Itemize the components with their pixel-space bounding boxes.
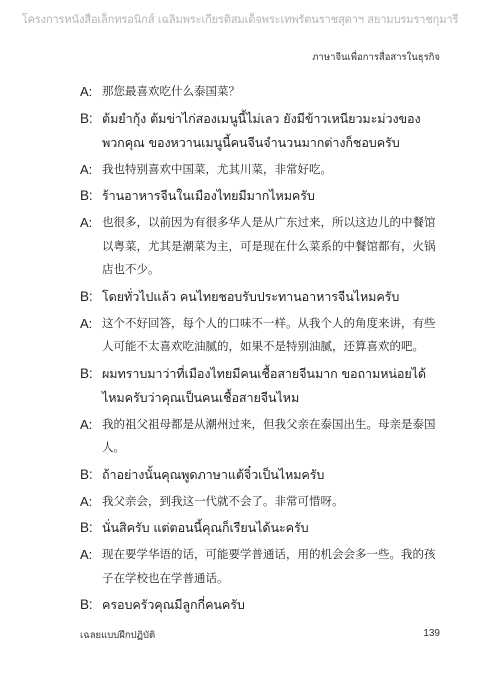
dialogue-line [80,593,438,617]
speaker-label: B: [80,110,93,126]
dialogue-line [80,362,438,410]
dialogue-line [80,490,438,514]
dialogue-text: 也很多，以前因为有很多华人是从广东过来，所以这边儿的中餐馆以粤菜，尤其是潮菜为主，可是现在什么菜系的中餐馆都有，火锅店也不少。 [102,215,436,276]
dialogue-text: 现在要学华语的话，可能要学普通话，用的机会会多一些。我的孩子在学校也在学普通话。 [102,547,436,585]
dialogue-text: ร้านอาหารจีนในเมืองไทยมีมากไหมครับ [102,188,315,203]
dialogue-text: ถ้าอย่างนั้นคุณพูดภาษาแต้จิ๋วเป็นไหมครับ [102,466,325,482]
section-title: ภาษาจีนเพื่อการสื่อสารในธุรกิจ [312,52,440,63]
page-number: 139 [423,628,440,639]
dialogue-line [80,413,438,460]
speaker-label: B: [80,466,93,482]
dialogue-line [80,516,438,540]
dialogue-text: นั่นสิครับ แต่ตอนนี้คุณก็เรียนได้นะครับ [102,520,309,535]
speaker-label: A: [80,493,93,509]
dialogue-line [80,463,438,487]
dialogue-text: 我父亲会，到我这一代就不会了。非常可惜呀。 [102,493,344,508]
dialogue-line [80,285,438,309]
dialogue-block [80,80,438,620]
dialogue-line [80,211,438,282]
dialogue-line [80,312,438,359]
speaker-label: B: [80,520,93,535]
speaker-label: A: [80,215,93,230]
dialogue-text: ต้มยำกุ้ง ต้มข่าไก่สองเมนูนี้ไม่เลว ยังมีข้าวเหนียวมะม่วงของพวกคุณ ของหวานเมนูนี้คนจีนจำนวนมากต่างก็ชอบครับ [102,110,421,150]
speaker-label: B: [80,365,93,381]
speaker-label: B: [80,597,93,612]
dialogue-text: 这个不好回答，每个人的口味不一样。从我个人的角度来讲，有些人可能不太喜欢吃油腻的，如果不是特别油腻，还算喜欢的吧。 [102,315,436,353]
speaker-label: B: [80,188,93,203]
speaker-label: A: [80,161,93,177]
dialogue-line [80,184,438,208]
dialogue-line [80,158,438,182]
dialogue-line [80,80,438,104]
dialogue-text: โดยทั่วไปแล้ว คนไทยชอบรับประทานอาหารจีนไหมครับ [102,288,400,304]
speaker-label: A: [80,547,93,562]
dialogue-line [80,543,438,590]
header-banner: โครงการหนังสือเล็กทรอนิกส์ เฉลิมพระเกียรติสมเด็จพระเทพรัตนราชสุดาฯ สยามบรมราชกุมารี [21,13,459,26]
speaker-label: A: [80,416,93,432]
speaker-label: A: [80,315,93,331]
speaker-label: B: [80,288,93,304]
dialogue-text: ผมทราบมาว่าที่เมืองไทยมีคนเชื้อสายจีนมาก ขอถามหน่อยได้ไหมครับว่าคุณเป็นคนเชื้อสายจีนไหม [102,365,426,405]
footer-label: เฉลยแบบฝึกปฏิบัติ [80,630,156,641]
dialogue-line [80,107,438,155]
speaker-label: A: [80,84,93,99]
dialogue-text: 我的祖父祖母都是从潮州过来，但我父亲在泰国出生。母亲是泰国人。 [102,416,436,454]
dialogue-text: 那您最喜欢吃什么泰国菜？ [102,84,240,98]
dialogue-text: ครอบครัวคุณมีลูกกี่คนครับ [102,597,245,612]
dialogue-text: 我也特别喜欢中国菜，尤其川菜，非常好吃。 [102,161,332,176]
